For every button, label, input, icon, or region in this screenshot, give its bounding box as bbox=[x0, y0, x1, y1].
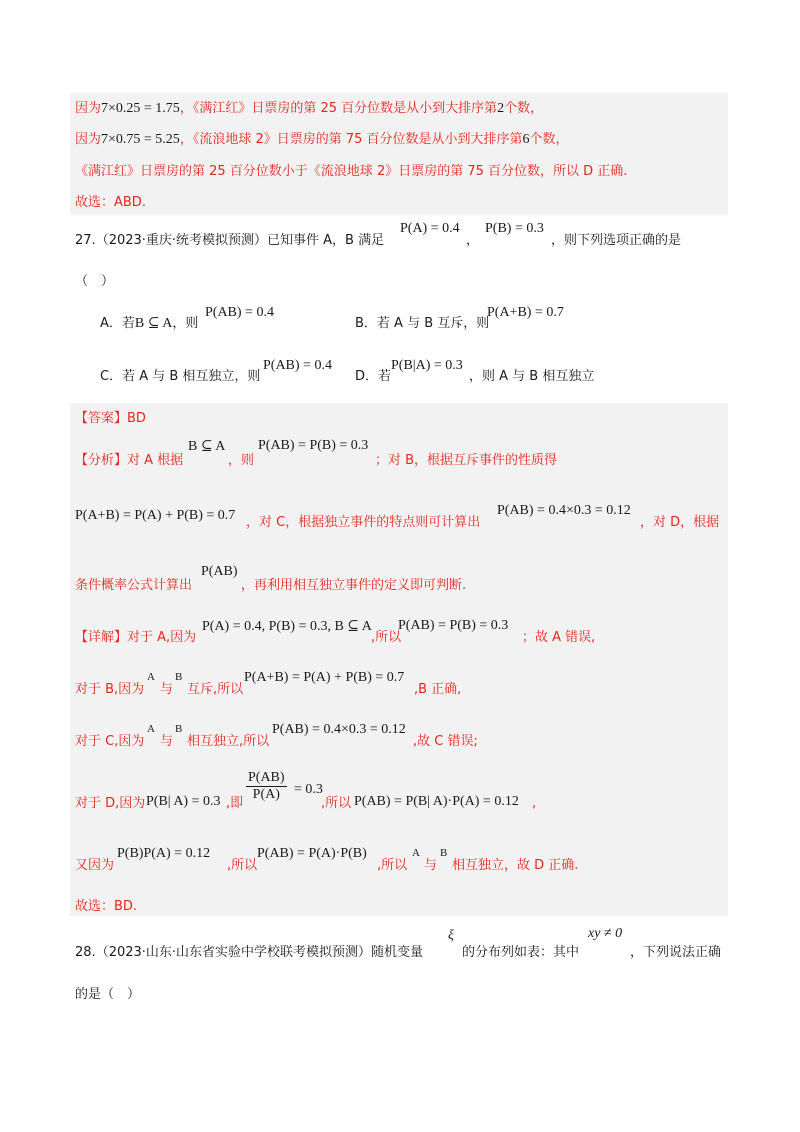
solution-box-q27 bbox=[70, 403, 728, 916]
detail-e-end: 相互独立，故 D 正确. bbox=[452, 858, 579, 873]
detail-a-end: ；故 A 错误, bbox=[522, 630, 596, 645]
detail-e-math-1: P(B)P(A) = 0.12 bbox=[117, 846, 211, 861]
analysis-c: ，对 C，根据独立事件的特点则可计算出 bbox=[246, 515, 481, 530]
solution-line-1: 因为7×0.25 = 1.75，《满江红》日票房的第 25 百分位数是从小到大排序第2个数， bbox=[75, 101, 544, 116]
q28-math: xy ≠ 0 bbox=[588, 926, 623, 941]
option-b: B．若 A 与 B 互斥，则 bbox=[355, 316, 490, 331]
detail-b-end: ,B 正确, bbox=[414, 682, 462, 697]
solution-line-3: 《满江红》日票房的第 25 百分位数小于《流浪地球 2》日票房的第 75 百分位数，所以 D 正确. bbox=[75, 164, 628, 179]
analysis-line-1: 【分析】对 A 根据 bbox=[75, 453, 184, 468]
detail-b-so: 互斥,所以 bbox=[187, 682, 244, 697]
detail-d-eq: = 0.3 bbox=[294, 782, 323, 797]
detail-d-math-1: P(B| A) = 0.3 bbox=[146, 794, 221, 809]
detail-b-yu: 与 bbox=[160, 682, 174, 697]
detail-b-var-b: B bbox=[175, 671, 183, 683]
solution-line-2: 因为7×0.75 = 5.25，《流浪地球 2》日票房的第 75 百分位数是从小到大排序第6个数， bbox=[75, 132, 569, 147]
detail-e-var-b: B bbox=[440, 847, 448, 859]
detail-line-d: 对于 D,因为 bbox=[75, 796, 146, 811]
analysis-math-3: P(A+B) = P(A) + P(B) = 0.7 bbox=[75, 508, 236, 523]
q27-math-pb: P(B) = 0.3 bbox=[485, 221, 544, 236]
detail-c-so: 相互独立,所以 bbox=[187, 734, 270, 749]
detail-line-c: 对于 C,因为 bbox=[75, 734, 145, 749]
detail-d-so: ,所以 bbox=[321, 796, 352, 811]
detail-e-so-2: ,所以 bbox=[377, 858, 408, 873]
answer-label: 【答案】BD bbox=[75, 411, 146, 426]
detail-a-so: ,所以 bbox=[371, 630, 402, 645]
option-d: D．若 bbox=[355, 369, 392, 384]
analysis-f: ，再利用相互独立事件的定义即可判断. bbox=[241, 578, 467, 593]
detail-e-math-2: P(AB) = P(A)·P(B) bbox=[257, 846, 367, 861]
option-a-math: P(AB) = 0.4 bbox=[205, 305, 274, 320]
analysis-math-4: P(AB) = 0.4×0.3 = 0.12 bbox=[497, 503, 631, 518]
answer-final: 故选：BD. bbox=[75, 899, 138, 914]
q27-math-pa: P(A) = 0.4 bbox=[400, 221, 460, 236]
analysis-then: ，则 bbox=[228, 453, 255, 468]
detail-c-end: ,故 C 错误; bbox=[413, 734, 478, 749]
analysis-d: ，对 D，根据 bbox=[640, 515, 720, 530]
detail-a-math-1: P(A) = 0.4, P(B) = 0.3, B ⊆ A bbox=[202, 619, 372, 634]
analysis-math-5: P(AB) bbox=[201, 564, 238, 579]
q28-stem-line-2: 的是（ ） bbox=[75, 987, 141, 1002]
option-d-math: P(B|A) = 0.3 bbox=[391, 358, 463, 373]
q27-stem-tail: ，则下列选项正确的是 bbox=[551, 233, 682, 248]
analysis-b: ；对 B，根据互斥事件的性质得 bbox=[375, 453, 558, 468]
analysis-line-3: 条件概率公式计算出 bbox=[75, 578, 193, 593]
analysis-math-2: P(AB) = P(B) = 0.3 bbox=[258, 438, 369, 453]
q27-blank: （ ） bbox=[75, 274, 115, 289]
detail-a-math-2: P(AB) = P(B) = 0.3 bbox=[398, 618, 509, 633]
q28-xi: ξ bbox=[448, 928, 454, 943]
detail-c-math: P(AB) = 0.4×0.3 = 0.12 bbox=[272, 722, 406, 737]
detail-b-var-a: A bbox=[147, 671, 155, 683]
detail-line-a: 【详解】对于 A,因为 bbox=[75, 630, 197, 645]
detail-line-b: 对于 B,因为 bbox=[75, 682, 145, 697]
detail-d-math-2: P(AB) = P(B| A)·P(A) = 0.12 bbox=[354, 794, 519, 809]
detail-c-yu: 与 bbox=[160, 734, 174, 749]
detail-e-so-1: ,所以 bbox=[227, 858, 258, 873]
detail-b-math: P(A+B) = P(A) + P(B) = 0.7 bbox=[244, 670, 405, 685]
q28-mid: 的分布列如表：其中 bbox=[462, 945, 580, 960]
detail-e-var-a: A bbox=[412, 847, 420, 859]
option-c: C．若 A 与 B 相互独立，则 bbox=[100, 369, 261, 384]
q28-tail: ，下列说法正确 bbox=[630, 945, 722, 960]
solution-line-4: 故选：ABD. bbox=[75, 195, 146, 210]
option-b-math: P(A+B) = 0.7 bbox=[487, 305, 564, 320]
option-d-tail: ，则 A 与 B 相互独立 bbox=[469, 369, 595, 384]
detail-d-end: , bbox=[532, 796, 537, 811]
analysis-math-1: B ⊆ A bbox=[188, 439, 226, 454]
detail-d-fraction: $\frac{P(AB)}{P(A)}$ bbox=[248, 770, 285, 802]
detail-c-var-b: B bbox=[175, 723, 183, 735]
q27-comma: ， bbox=[466, 233, 480, 248]
detail-e-yu: 与 bbox=[424, 858, 438, 873]
detail-line-e: 又因为 bbox=[75, 858, 115, 873]
detail-d-ji: ,即 bbox=[226, 796, 244, 811]
option-a: A．若B ⊆ A，则 bbox=[100, 316, 199, 331]
q28-stem: 28.（2023·山东·山东省实验中学校联考模拟预测）随机变量 bbox=[75, 945, 424, 960]
detail-c-var-a: A bbox=[147, 723, 155, 735]
option-c-math: P(AB) = 0.4 bbox=[263, 358, 332, 373]
q27-stem: 27.（2023·重庆·统考模拟预测）已知事件 A，B 满足 bbox=[75, 233, 385, 248]
